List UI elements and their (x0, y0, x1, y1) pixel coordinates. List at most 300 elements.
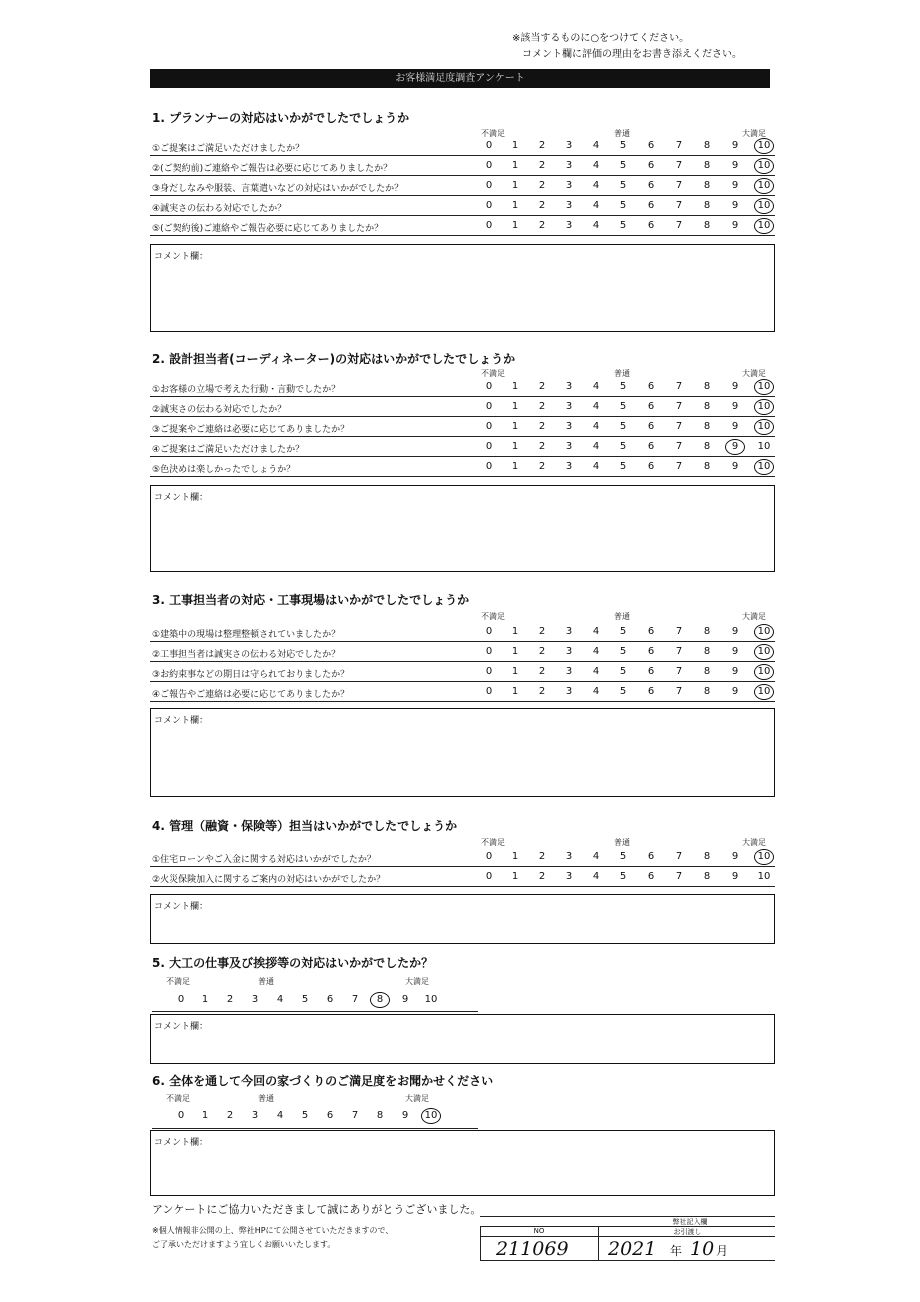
question-text: ②(ご契約前)ご連絡やご報告は必要に応じてありましたか？ (152, 164, 393, 174)
handwritten-no: 211069 (496, 1238, 569, 1260)
handwritten-year: 2021 (608, 1238, 657, 1260)
rating-option-0[interactable]: 0 (485, 200, 493, 211)
divider (150, 195, 775, 196)
scale-low-label: 不満足 (481, 612, 505, 621)
rating-option-10[interactable]: 10 (757, 871, 771, 882)
rating-option-9[interactable]: 9 (731, 686, 739, 697)
rating-option-1[interactable]: 1 (511, 646, 519, 657)
rating-option-1[interactable]: 1 (511, 686, 519, 697)
rating-option-4[interactable]: 4 (592, 180, 600, 191)
rating-option-3[interactable]: 3 (565, 220, 573, 231)
rating-option-3[interactable]: 3 (251, 1110, 259, 1121)
rating-option-5[interactable]: 5 (301, 1110, 309, 1121)
rating-option-2[interactable]: 2 (226, 1110, 234, 1121)
rating-option-4[interactable]: 4 (592, 441, 600, 452)
answer-circle (754, 419, 774, 435)
rating-option-5[interactable]: 5 (619, 441, 627, 452)
scale-mid-label: 普通 (614, 369, 630, 378)
rating-option-8[interactable]: 8 (703, 381, 711, 392)
answer-circle (754, 218, 774, 234)
answer-circle (421, 1108, 441, 1124)
rating-option-5[interactable]: 5 (619, 381, 627, 392)
rating-option-8[interactable]: 8 (703, 871, 711, 882)
rating-option-4[interactable]: 4 (592, 646, 600, 657)
rating-option-10[interactable]: 10 (757, 160, 771, 171)
rating-option-8[interactable]: 8 (703, 626, 711, 637)
rating-option-9[interactable]: 9 (731, 401, 739, 412)
rating-option-2[interactable]: 2 (538, 401, 546, 412)
rating-option-5[interactable]: 5 (619, 461, 627, 472)
answer-circle (754, 138, 774, 154)
rating-option-2[interactable]: 2 (226, 994, 234, 1005)
rating-option-2[interactable]: 2 (538, 851, 546, 862)
divider (150, 661, 775, 662)
rating-option-9[interactable]: 9 (731, 220, 739, 231)
rating-option-9[interactable]: 9 (731, 140, 739, 151)
rating-option-8[interactable]: 8 (376, 1110, 384, 1121)
rating-option-6[interactable]: 6 (647, 686, 655, 697)
rating-option-7[interactable]: 7 (675, 666, 683, 677)
scale-high-label: 大満足 (405, 1094, 429, 1103)
rating-option-2[interactable]: 2 (538, 871, 546, 882)
rating-option-6[interactable]: 6 (647, 220, 655, 231)
rating-option-7[interactable]: 7 (675, 401, 683, 412)
section-3-title: 3. 工事担当者の対応・工事現場はいかがでしたでしょうか (152, 593, 470, 607)
question-text: ①ご提案はご満足いただけましたか？ (152, 144, 305, 154)
rating-option-10[interactable]: 10 (757, 461, 771, 472)
privacy-note-1: ※個人情報非公開の上、弊社HPにて公開させていただきますので、 (152, 1226, 394, 1235)
rating-option-9[interactable]: 9 (731, 666, 739, 677)
rating-option-9[interactable]: 9 (731, 200, 739, 211)
rating-option-9[interactable]: 9 (731, 871, 739, 882)
rating-option-4[interactable]: 4 (592, 381, 600, 392)
rating-option-10[interactable]: 10 (757, 180, 771, 191)
comment-label: コメント欄： (154, 1138, 209, 1148)
answer-circle (754, 158, 774, 174)
rating-option-5[interactable]: 5 (619, 180, 627, 191)
section-5-title: 5. 大工の仕事及び挨拶等の対応はいかがでしたか？ (152, 956, 434, 970)
rating-option-3[interactable]: 3 (565, 421, 573, 432)
answer-circle (754, 664, 774, 680)
rating-option-3[interactable]: 3 (565, 686, 573, 697)
rating-option-10[interactable]: 10 (757, 421, 771, 432)
question-text: ④ご報告やご連絡は必要に応じてありましたか？ (152, 690, 350, 700)
answer-circle (370, 992, 390, 1008)
rating-option-7[interactable]: 7 (675, 140, 683, 151)
comment-label: コメント欄： (154, 252, 209, 262)
divider (150, 416, 775, 417)
answer-circle (754, 178, 774, 194)
rating-option-0[interactable]: 0 (485, 381, 493, 392)
rating-option-7[interactable]: 7 (351, 994, 359, 1005)
divider (150, 235, 775, 236)
rating-option-10[interactable]: 10 (757, 401, 771, 412)
rating-option-4[interactable]: 4 (592, 160, 600, 171)
comment-label: コメント欄： (154, 493, 209, 503)
rating-option-9[interactable]: 9 (731, 160, 739, 171)
rating-option-8[interactable]: 8 (703, 421, 711, 432)
rating-option-3[interactable]: 3 (565, 646, 573, 657)
rating-option-4[interactable]: 4 (592, 220, 600, 231)
divider (150, 436, 775, 437)
scale-high-label: 大満足 (742, 369, 766, 378)
divider (150, 641, 775, 642)
rating-option-8[interactable]: 8 (703, 646, 711, 657)
rating-option-6[interactable]: 6 (647, 381, 655, 392)
rating-option-2[interactable]: 2 (538, 666, 546, 677)
scale-high-label: 大満足 (742, 838, 766, 847)
divider (150, 866, 775, 867)
rating-option-3[interactable]: 3 (565, 180, 573, 191)
rating-option-0[interactable]: 0 (485, 220, 493, 231)
rating-option-10[interactable]: 10 (757, 381, 771, 392)
office-use-stamp-box (480, 1216, 775, 1262)
answer-circle (754, 684, 774, 700)
rating-option-6[interactable]: 6 (647, 871, 655, 882)
rating-option-10[interactable]: 10 (757, 851, 771, 862)
section-4-title: 4. 管理（融資・保険等）担当はいかがでしたでしょうか (152, 819, 458, 833)
rating-option-3[interactable]: 3 (565, 401, 573, 412)
rating-option-7[interactable]: 7 (675, 441, 683, 452)
rating-option-0[interactable]: 0 (177, 1110, 185, 1121)
rating-option-7[interactable]: 7 (675, 200, 683, 211)
divider (152, 1011, 478, 1012)
rating-option-6[interactable]: 6 (647, 461, 655, 472)
rating-option-6[interactable]: 6 (647, 441, 655, 452)
rating-option-9[interactable]: 9 (401, 1110, 409, 1121)
rating-option-7[interactable]: 7 (675, 160, 683, 171)
rating-option-7[interactable]: 7 (675, 220, 683, 231)
rating-option-8[interactable]: 8 (703, 461, 711, 472)
rating-option-3[interactable]: 3 (565, 871, 573, 882)
section-2-title: 2. 設計担当者(コーディネーター)の対応はいかがでしたでしょうか (152, 352, 516, 366)
rating-option-1[interactable]: 1 (511, 666, 519, 677)
rating-option-1[interactable]: 1 (511, 461, 519, 472)
rating-option-10[interactable]: 10 (757, 200, 771, 211)
rating-option-6[interactable]: 6 (326, 994, 334, 1005)
comment-box-6[interactable] (150, 1130, 775, 1196)
rating-option-0[interactable]: 0 (485, 421, 493, 432)
rating-option-5[interactable]: 5 (619, 626, 627, 637)
rating-option-0[interactable]: 0 (485, 851, 493, 862)
rating-option-8[interactable]: 8 (703, 666, 711, 677)
comment-label: コメント欄： (154, 716, 209, 726)
divider (150, 701, 775, 702)
rating-option-9[interactable]: 9 (731, 646, 739, 657)
rating-option-2[interactable]: 2 (538, 140, 546, 151)
rating-option-0[interactable]: 0 (485, 686, 493, 697)
rating-option-8[interactable]: 8 (703, 140, 711, 151)
rating-option-0[interactable]: 0 (485, 140, 493, 151)
privacy-note-2: ご了承いただけますよう宜しくお願いいたします。 (152, 1240, 336, 1249)
rating-option-0[interactable]: 0 (485, 401, 493, 412)
answer-circle (754, 198, 774, 214)
rating-option-9[interactable]: 9 (731, 461, 739, 472)
answer-circle (754, 459, 774, 475)
rating-option-5[interactable]: 5 (301, 994, 309, 1005)
year-label: 年 (670, 1244, 683, 1258)
rating-option-5[interactable]: 5 (619, 421, 627, 432)
rating-option-1[interactable]: 1 (511, 180, 519, 191)
rating-option-3[interactable]: 3 (565, 381, 573, 392)
rating-option-6[interactable]: 6 (647, 666, 655, 677)
question-text: ④ご提案はご満足いただけましたか？ (152, 445, 305, 455)
comment-label: コメント欄： (154, 1022, 209, 1032)
rating-option-0[interactable]: 0 (177, 994, 185, 1005)
rating-option-5[interactable]: 5 (619, 401, 627, 412)
answer-circle (754, 399, 774, 415)
thanks-message: アンケートにご協力いただきまして誠にありがとうございました。 (152, 1203, 482, 1216)
no-label: NO (533, 1227, 545, 1235)
rating-option-3[interactable]: 3 (565, 441, 573, 452)
rating-option-4[interactable]: 4 (592, 401, 600, 412)
rating-option-10[interactable]: 10 (757, 140, 771, 151)
rating-option-4[interactable]: 4 (276, 1110, 284, 1121)
rating-option-8[interactable]: 8 (376, 994, 384, 1005)
rating-option-1[interactable]: 1 (511, 200, 519, 211)
rating-option-3[interactable]: 3 (565, 140, 573, 151)
rating-option-0[interactable]: 0 (485, 160, 493, 171)
month-label: 月 (716, 1244, 729, 1258)
rating-option-8[interactable]: 8 (703, 441, 711, 452)
rating-option-0[interactable]: 0 (485, 871, 493, 882)
rating-option-4[interactable]: 4 (592, 461, 600, 472)
comment-label: コメント欄： (154, 902, 209, 912)
rating-option-10[interactable]: 10 (424, 1110, 438, 1121)
rating-option-7[interactable]: 7 (675, 851, 683, 862)
handover-label: お引渡し (673, 1228, 702, 1236)
comment-box-2[interactable] (150, 485, 775, 572)
divider (150, 396, 775, 397)
rating-option-5[interactable]: 5 (619, 646, 627, 657)
rating-option-6[interactable]: 6 (647, 646, 655, 657)
rating-option-6[interactable]: 6 (647, 200, 655, 211)
rating-option-3[interactable]: 3 (251, 994, 259, 1005)
rating-option-4[interactable]: 4 (592, 200, 600, 211)
question-text: ①住宅ローンやご入金に関する対応はいかがでしたか？ (152, 855, 376, 865)
rating-option-9[interactable]: 9 (731, 421, 739, 432)
rating-option-8[interactable]: 8 (703, 401, 711, 412)
rating-option-10[interactable]: 10 (757, 626, 771, 637)
divider (150, 456, 775, 457)
rating-option-1[interactable]: 1 (511, 381, 519, 392)
rating-option-8[interactable]: 8 (703, 200, 711, 211)
instruction-note-2: コメント欄に評価の理由をお書き添えください。 (522, 49, 742, 60)
stamp-header: 弊社記入欄 (672, 1218, 708, 1226)
rating-option-8[interactable]: 8 (703, 851, 711, 862)
scale-low-label: 不満足 (166, 1094, 190, 1103)
rating-option-1[interactable]: 1 (511, 851, 519, 862)
section-1-title: 1. プランナーの対応はいかがでしたでしょうか (152, 111, 410, 125)
rating-option-7[interactable]: 7 (675, 871, 683, 882)
rating-option-10[interactable]: 10 (424, 994, 438, 1005)
question-text: ④誠実さの伝わる対応でしたか？ (152, 204, 287, 214)
rating-option-2[interactable]: 2 (538, 160, 546, 171)
rating-option-1[interactable]: 1 (511, 871, 519, 882)
comment-box-5[interactable] (150, 1014, 775, 1064)
rating-option-9[interactable]: 9 (731, 381, 739, 392)
rating-option-5[interactable]: 5 (619, 140, 627, 151)
rating-option-5[interactable]: 5 (619, 200, 627, 211)
comment-box-1[interactable] (150, 244, 775, 332)
rating-option-7[interactable]: 7 (351, 1110, 359, 1121)
divider (150, 886, 775, 887)
rating-option-2[interactable]: 2 (538, 461, 546, 472)
rating-option-4[interactable]: 4 (592, 140, 600, 151)
rating-option-7[interactable]: 7 (675, 461, 683, 472)
rating-option-2[interactable]: 2 (538, 441, 546, 452)
scale-high-label: 大満足 (742, 129, 766, 138)
rating-option-9[interactable]: 9 (731, 851, 739, 862)
rating-option-0[interactable]: 0 (485, 461, 493, 472)
comment-box-4[interactable] (150, 894, 775, 944)
divider (150, 215, 775, 216)
rating-option-10[interactable]: 10 (757, 666, 771, 677)
rating-option-6[interactable]: 6 (647, 401, 655, 412)
rating-option-6[interactable]: 6 (647, 421, 655, 432)
rating-option-1[interactable]: 1 (511, 626, 519, 637)
scale-mid-label: 普通 (614, 838, 630, 847)
rating-option-10[interactable]: 10 (757, 686, 771, 697)
rating-option-7[interactable]: 7 (675, 180, 683, 191)
answer-circle (754, 849, 774, 865)
rating-option-4[interactable]: 4 (592, 421, 600, 432)
question-text: ③身だしなみや服装、言葉遣いなどの対応はいかがでしたか？ (152, 184, 404, 194)
answer-circle (754, 644, 774, 660)
rating-option-5[interactable]: 5 (619, 851, 627, 862)
rating-option-3[interactable]: 3 (565, 666, 573, 677)
rating-option-3[interactable]: 3 (565, 851, 573, 862)
rating-option-2[interactable]: 2 (538, 686, 546, 697)
rating-option-6[interactable]: 6 (326, 1110, 334, 1121)
rating-option-8[interactable]: 8 (703, 160, 711, 171)
question-text: ⑤(ご契約後)ご連絡やご報告必要に応じてありましたか？ (152, 224, 384, 234)
rating-option-0[interactable]: 0 (485, 441, 493, 452)
rating-option-1[interactable]: 1 (511, 220, 519, 231)
rating-option-3[interactable]: 3 (565, 626, 573, 637)
rating-option-2[interactable]: 2 (538, 180, 546, 191)
answer-circle (754, 379, 774, 395)
divider (150, 155, 775, 156)
rating-option-0[interactable]: 0 (485, 180, 493, 191)
rating-option-4[interactable]: 4 (592, 626, 600, 637)
question-text: ①建築中の現場は整理整頓されていましたか？ (152, 630, 341, 640)
rating-option-9[interactable]: 9 (401, 994, 409, 1005)
rating-option-8[interactable]: 8 (703, 686, 711, 697)
rating-option-3[interactable]: 3 (565, 461, 573, 472)
scale-mid-label: 普通 (258, 977, 274, 986)
rating-option-5[interactable]: 5 (619, 686, 627, 697)
question-text: ③お約束事などの期日は守られておりましたか？ (152, 670, 350, 680)
scale-low-label: 不満足 (481, 369, 505, 378)
rating-option-9[interactable]: 9 (731, 180, 739, 191)
form-title-bar: お客様満足度調査アンケート (150, 69, 770, 88)
rating-option-10[interactable]: 10 (757, 441, 771, 452)
rating-option-5[interactable]: 5 (619, 160, 627, 171)
rating-option-4[interactable]: 4 (592, 871, 600, 882)
rating-option-1[interactable]: 1 (511, 160, 519, 171)
scale-low-label: 不満足 (481, 838, 505, 847)
rating-option-2[interactable]: 2 (538, 646, 546, 657)
rating-option-1[interactable]: 1 (201, 1110, 209, 1121)
rating-option-7[interactable]: 7 (675, 381, 683, 392)
rating-option-6[interactable]: 6 (647, 140, 655, 151)
rating-option-4[interactable]: 4 (592, 666, 600, 677)
scale-low-label: 不満足 (166, 977, 190, 986)
rating-option-8[interactable]: 8 (703, 220, 711, 231)
rating-option-3[interactable]: 3 (565, 200, 573, 211)
question-text: ②火災保険加入に関するご案内の対応はいかがでしたか？ (152, 875, 386, 885)
rating-option-5[interactable]: 5 (619, 666, 627, 677)
rating-option-6[interactable]: 6 (647, 180, 655, 191)
rating-option-2[interactable]: 2 (538, 421, 546, 432)
rating-option-10[interactable]: 10 (757, 646, 771, 657)
rating-option-1[interactable]: 1 (511, 140, 519, 151)
rating-option-0[interactable]: 0 (485, 626, 493, 637)
rating-option-9[interactable]: 9 (731, 626, 739, 637)
rating-option-1[interactable]: 1 (201, 994, 209, 1005)
rating-option-4[interactable]: 4 (592, 686, 600, 697)
rating-option-7[interactable]: 7 (675, 421, 683, 432)
answer-circle (725, 439, 745, 455)
scale-high-label: 大満足 (742, 612, 766, 621)
rating-option-1[interactable]: 1 (511, 421, 519, 432)
divider (152, 1128, 478, 1129)
question-text: ①お客様の立場で考えた行動・言動でしたか？ (152, 385, 341, 395)
rating-option-7[interactable]: 7 (675, 686, 683, 697)
question-text: ⑤色決めは楽しかったでしょうか？ (152, 465, 296, 475)
question-text: ②工事担当者は誠実さの伝わる対応でしたか？ (152, 650, 341, 660)
rating-option-3[interactable]: 3 (565, 160, 573, 171)
rating-option-2[interactable]: 2 (538, 626, 546, 637)
handwritten-month: 10 (690, 1238, 715, 1260)
question-text: ②誠実さの伝わる対応でしたか？ (152, 405, 287, 415)
rating-option-7[interactable]: 7 (675, 646, 683, 657)
answer-circle (754, 624, 774, 640)
rating-option-5[interactable]: 5 (619, 220, 627, 231)
rating-option-4[interactable]: 4 (276, 994, 284, 1005)
rating-option-2[interactable]: 2 (538, 220, 546, 231)
rating-option-0[interactable]: 0 (485, 666, 493, 677)
rating-option-1[interactable]: 1 (511, 441, 519, 452)
scale-mid-label: 普通 (614, 612, 630, 621)
rating-option-2[interactable]: 2 (538, 200, 546, 211)
comment-box-3[interactable] (150, 708, 775, 797)
scale-low-label: 不満足 (481, 129, 505, 138)
rating-option-2[interactable]: 2 (538, 381, 546, 392)
rating-option-6[interactable]: 6 (647, 626, 655, 637)
scale-high-label: 大満足 (405, 977, 429, 986)
rating-option-1[interactable]: 1 (511, 401, 519, 412)
scale-mid-label: 普通 (614, 129, 630, 138)
rating-option-6[interactable]: 6 (647, 851, 655, 862)
rating-option-5[interactable]: 5 (619, 871, 627, 882)
question-text: ③ご提案やご連絡は必要に応じてありましたか？ (152, 425, 350, 435)
divider (150, 175, 775, 176)
divider (150, 681, 775, 682)
rating-option-8[interactable]: 8 (703, 180, 711, 191)
divider (150, 476, 775, 477)
instruction-note-1: ※該当するものに○をつけてください。 (512, 33, 690, 44)
rating-option-4[interactable]: 4 (592, 851, 600, 862)
rating-option-9[interactable]: 9 (731, 441, 739, 452)
rating-option-0[interactable]: 0 (485, 646, 493, 657)
section-6-title: 6. 全体を通して今回の家づくりのご満足度をお聞かせください (152, 1074, 494, 1088)
rating-option-10[interactable]: 10 (757, 220, 771, 231)
rating-option-7[interactable]: 7 (675, 626, 683, 637)
rating-option-6[interactable]: 6 (647, 160, 655, 171)
scale-mid-label: 普通 (258, 1094, 274, 1103)
